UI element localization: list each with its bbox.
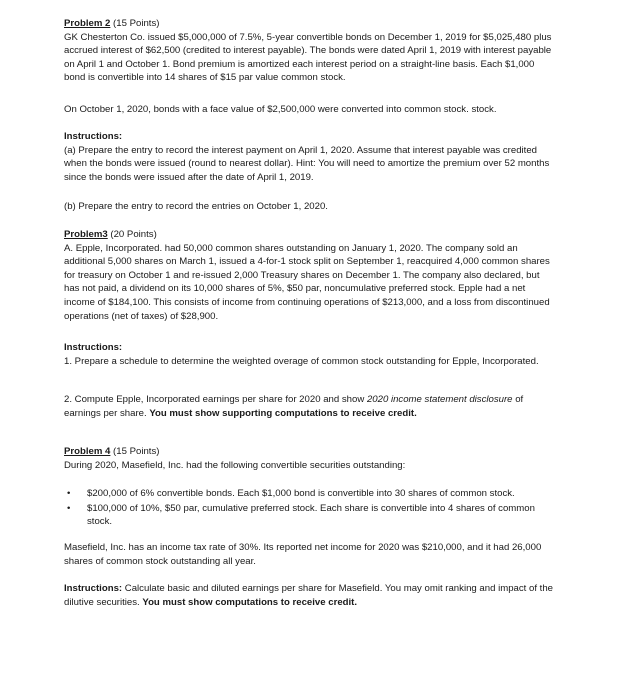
list-item: [64, 502, 556, 529]
problem-2-instructions: [64, 130, 556, 184]
problem-4-intro: During 2020, Masefield, Inc. had the following convertible securities outstanding:: [64, 459, 406, 471]
problem-2-instruction-b-block: [64, 200, 556, 214]
problem-3-body: A. Epple, Incorporated. had 50,000 common shares outstanding on January 1, 2020. The company sold an additional 5,000 shares on March 1, issued a 4-for-1 stock split on September 1, reacquired 4,000 common shares for treasury on October 1 and re-issued 2,000 Treasury shares on December 1. The company also declared, but has not paid, a dividend on its 10,000 shares of 5%, $50 par, noncumulative preferred stock. Epple had a net income of $184,100. This consists of income from continuing operations of $213,000, and a loss from discontinued operations (net of taxes) of $28,900.: [64, 242, 550, 322]
problem-4-section: [64, 445, 556, 472]
problem-3-heading: Problem3: [64, 229, 108, 240]
problem-4-bullet-list: [64, 487, 556, 529]
bullet-icon: •: [67, 502, 71, 514]
problem-2-points: (15 Points): [110, 18, 160, 29]
problem-2-body: GK Chesterton Co. issued $5,000,000 of 7.5%, 5-year convertible bonds on December 1, 2019 for $5,025,480 plus accrued interest of $62,500 (credited to interest payable). The bonds were dated April 1, 2019 with interest payable on April 1 and October 1. Bond premium is amortized each interest period on a straight-line basis. Each $1,000 bond is convertible into 14 shares of $15 par value common stock.: [64, 31, 552, 84]
problem-4-instructions: [64, 582, 556, 609]
bullet-text: $200,000 of 6% convertible bonds. Each $1,000 bond is convertible into 30 shares of common stock.: [87, 488, 515, 499]
problem-3-instructions-label: Instructions:: [64, 342, 123, 353]
problem-4-points: (15 Points): [110, 446, 160, 457]
problem-2-instruction-a: (a) Prepare the entry to record the interest payment on April 1, 2020. Assume that interest payable was credited when the bonds were issued (round to nearest dollar). Hint: You will need to amortize the premium over 52 months since the bonds were issued after the date of April 1, 2019.: [64, 144, 550, 183]
problem-3-section: [64, 228, 556, 323]
problem-3-points: (20 Points): [107, 229, 157, 240]
problem-4-title: [64, 445, 556, 459]
problem-2-conversion-block: [64, 103, 556, 117]
problem-4-tax: Masefield, Inc. has an income tax rate of 30%. Its reported net income for 2020 was $210,000, and it had 26,000 shares of common stock outstanding all year.: [64, 542, 542, 567]
problem-4-bullets-block: [64, 487, 556, 529]
bullet-text: $100,000 of 10%, $50 par, cumulative preferred stock. Each share is convertible into 4 shares of common stock.: [87, 502, 535, 528]
problem-4-heading: Problem 4: [64, 446, 111, 457]
problem-3-instructions: [64, 341, 556, 368]
problem-3-instruction-2-post: of earnings per share.: [64, 394, 524, 419]
problem-4-instructions-bold: You must show computations to receive credit.: [142, 596, 358, 608]
list-item: [64, 487, 556, 501]
problem-4-instructions-body: Calculate basic and diluted earnings per share for Masefield. You may omit ranking and impact of the dilutive securities.: [64, 583, 554, 608]
bullet-icon: •: [67, 488, 71, 499]
problem-2-conversion: On October 1, 2020, bonds with a face value of $2,500,000 were converted into common stock. stock.: [64, 104, 497, 115]
problem-3-instruction-2-text: 2. Compute Epple, Incorporated earnings per share for 2020 and show: [64, 394, 367, 405]
problem-4-tax-block: [64, 541, 556, 568]
problem-2-instructions-label: Instructions:: [64, 131, 123, 142]
problem-3-instruction-2-bold: You must show supporting computations to receive credit.: [149, 407, 417, 419]
problem-4-instructions-text: [64, 582, 556, 609]
problem-2-heading: Problem 2: [64, 18, 111, 29]
problem-2-title: [64, 17, 556, 31]
problem-3-instruction-2-italic: 2020 income statement disclosure: [366, 394, 513, 405]
problem-2-instruction-b: (b) Prepare the entry to record the entries on October 1, 2020.: [64, 201, 328, 212]
problem-2-section: [64, 17, 556, 85]
problem-3-title: [64, 228, 556, 242]
problem-3-instruction-1: 1. Prepare a schedule to determine the weighted overage of common stock outstanding for Epple, Incorporated.: [64, 355, 539, 367]
problem-3-instruction-2-block: [64, 393, 556, 420]
problem-3-instruction-2: [64, 393, 556, 420]
problem-4-instructions-label: Instructions:: [64, 583, 123, 594]
